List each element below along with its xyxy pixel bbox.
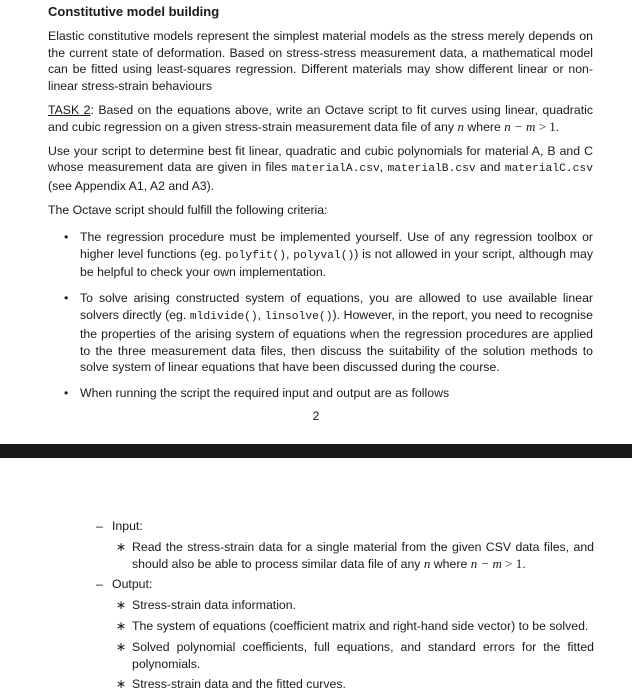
math-n: n bbox=[457, 118, 464, 134]
criteria-intro: The Octave script should fulfill the following criteria: bbox=[48, 202, 328, 217]
input-end: . bbox=[522, 556, 526, 571]
section-heading: Constitutive model building bbox=[48, 4, 220, 19]
dash-icon: – bbox=[96, 519, 103, 533]
output-item-4: Stress-strain data and the fitted curves. bbox=[132, 677, 346, 692]
asterisk-icon: ∗ bbox=[116, 598, 127, 613]
output-heading bbox=[96, 576, 594, 593]
code-linsolve: linsolve() bbox=[264, 310, 333, 323]
code-polyval: polyval() bbox=[293, 249, 355, 262]
task-paragraph bbox=[48, 102, 593, 136]
output-item-3: Solved polynomial coefficients, full equations, and standard errors for the fitted polynomials. bbox=[132, 639, 594, 671]
criterion-1-sep: , bbox=[286, 246, 294, 261]
list-item bbox=[96, 676, 594, 693]
bullet-icon: • bbox=[64, 386, 69, 401]
math-greater-than-one: > 1 bbox=[501, 555, 523, 571]
asterisk-icon: ∗ bbox=[116, 539, 127, 554]
use-paragraph bbox=[48, 143, 593, 195]
criteria-list bbox=[48, 229, 593, 402]
task-text: : Based on the equations above, write an Octave script to fit curves using linear, quadratic and cubic regression on a given stress-strain measurement data file of any bbox=[48, 102, 593, 134]
list-item bbox=[96, 639, 594, 673]
use-sep-1: , bbox=[379, 160, 388, 175]
math-n-minus-m: n − m bbox=[504, 118, 536, 134]
math-n-minus-m: n − m bbox=[470, 555, 502, 571]
intro-paragraph: Elastic constitutive models represent the simplest material models as the stress merely depends on the current state of deformation. Based on stress-stress measurement data, a mathematical model can be fitted using least-squares regression. Different materials may show different linear or non-linear stress-strain behaviours bbox=[48, 28, 593, 94]
list-item bbox=[48, 229, 593, 281]
criterion-1-text: The regression procedure must be implemented yourself. Use of any regression toolbox or higher level functions (eg. bbox=[80, 229, 593, 261]
list-item bbox=[96, 539, 594, 573]
file-material-a: materialA.csv bbox=[291, 163, 380, 176]
asterisk-icon: ∗ bbox=[116, 677, 127, 692]
input-item-text: Read the stress-strain data for a single material from the given CSV data files, and should also be able to process similar data file of any bbox=[132, 539, 594, 571]
output-item-2: The system of equations (coefficient matrix and right-hand side vector) to be solved. bbox=[132, 618, 589, 633]
use-appendix: (see Appendix A1, A2 and A3). bbox=[48, 179, 215, 194]
input-label: Input: bbox=[112, 519, 143, 533]
bullet-icon: • bbox=[64, 229, 69, 244]
use-sep-2: and bbox=[475, 160, 505, 175]
page-separator bbox=[0, 444, 632, 458]
output-label: Output: bbox=[112, 577, 153, 592]
page-2-body bbox=[96, 518, 594, 697]
math-n: n bbox=[423, 555, 431, 571]
page-1-body bbox=[48, 4, 593, 411]
bullet-icon: • bbox=[64, 291, 69, 306]
task-label: TASK 2 bbox=[48, 102, 91, 117]
criterion-2-end: ). However, in the report, you need to recognise the properties of the arising system of equations when the regression procedures are applied to the three measurement data files, then discuss the suitability of the solution methods to solve system of linear equations that have been discussed during the course. bbox=[80, 307, 593, 375]
use-text: Use your script to determine best fit linear, quadratic and cubic polynomials for material A, B and C whose measurement data are given in files bbox=[48, 143, 593, 175]
input-where: where bbox=[430, 556, 471, 571]
task-end: . bbox=[555, 119, 560, 134]
input-heading bbox=[96, 518, 594, 535]
code-mldivide: mldivide() bbox=[189, 310, 258, 323]
asterisk-icon: ∗ bbox=[116, 639, 127, 654]
page-number: 2 bbox=[312, 409, 320, 423]
file-material-c: materialC.csv bbox=[504, 163, 593, 176]
code-polyfit: polyfit() bbox=[225, 249, 287, 262]
list-item bbox=[96, 618, 594, 635]
dash-icon: – bbox=[96, 577, 103, 592]
criterion-1-end: ) is not allowed in your script, although may be helpful to check your own implementation. bbox=[80, 246, 593, 280]
file-material-b: materialB.csv bbox=[387, 163, 476, 176]
task-where: where bbox=[463, 119, 505, 134]
math-greater-than-one: > 1 bbox=[535, 118, 556, 134]
criterion-3-text: When running the script the required input and output are as follows bbox=[80, 386, 450, 401]
asterisk-icon: ∗ bbox=[116, 618, 127, 633]
document-page-2 bbox=[0, 458, 632, 700]
criterion-2-sep: , bbox=[257, 307, 265, 322]
output-item-1: Stress-strain data information. bbox=[132, 598, 297, 613]
criterion-2-text: To solve arising constructed system of equations, you are allowed to use available linear solvers directly (eg. bbox=[80, 291, 593, 322]
list-item bbox=[96, 597, 594, 614]
list-item bbox=[48, 290, 593, 376]
list-item bbox=[48, 385, 593, 402]
